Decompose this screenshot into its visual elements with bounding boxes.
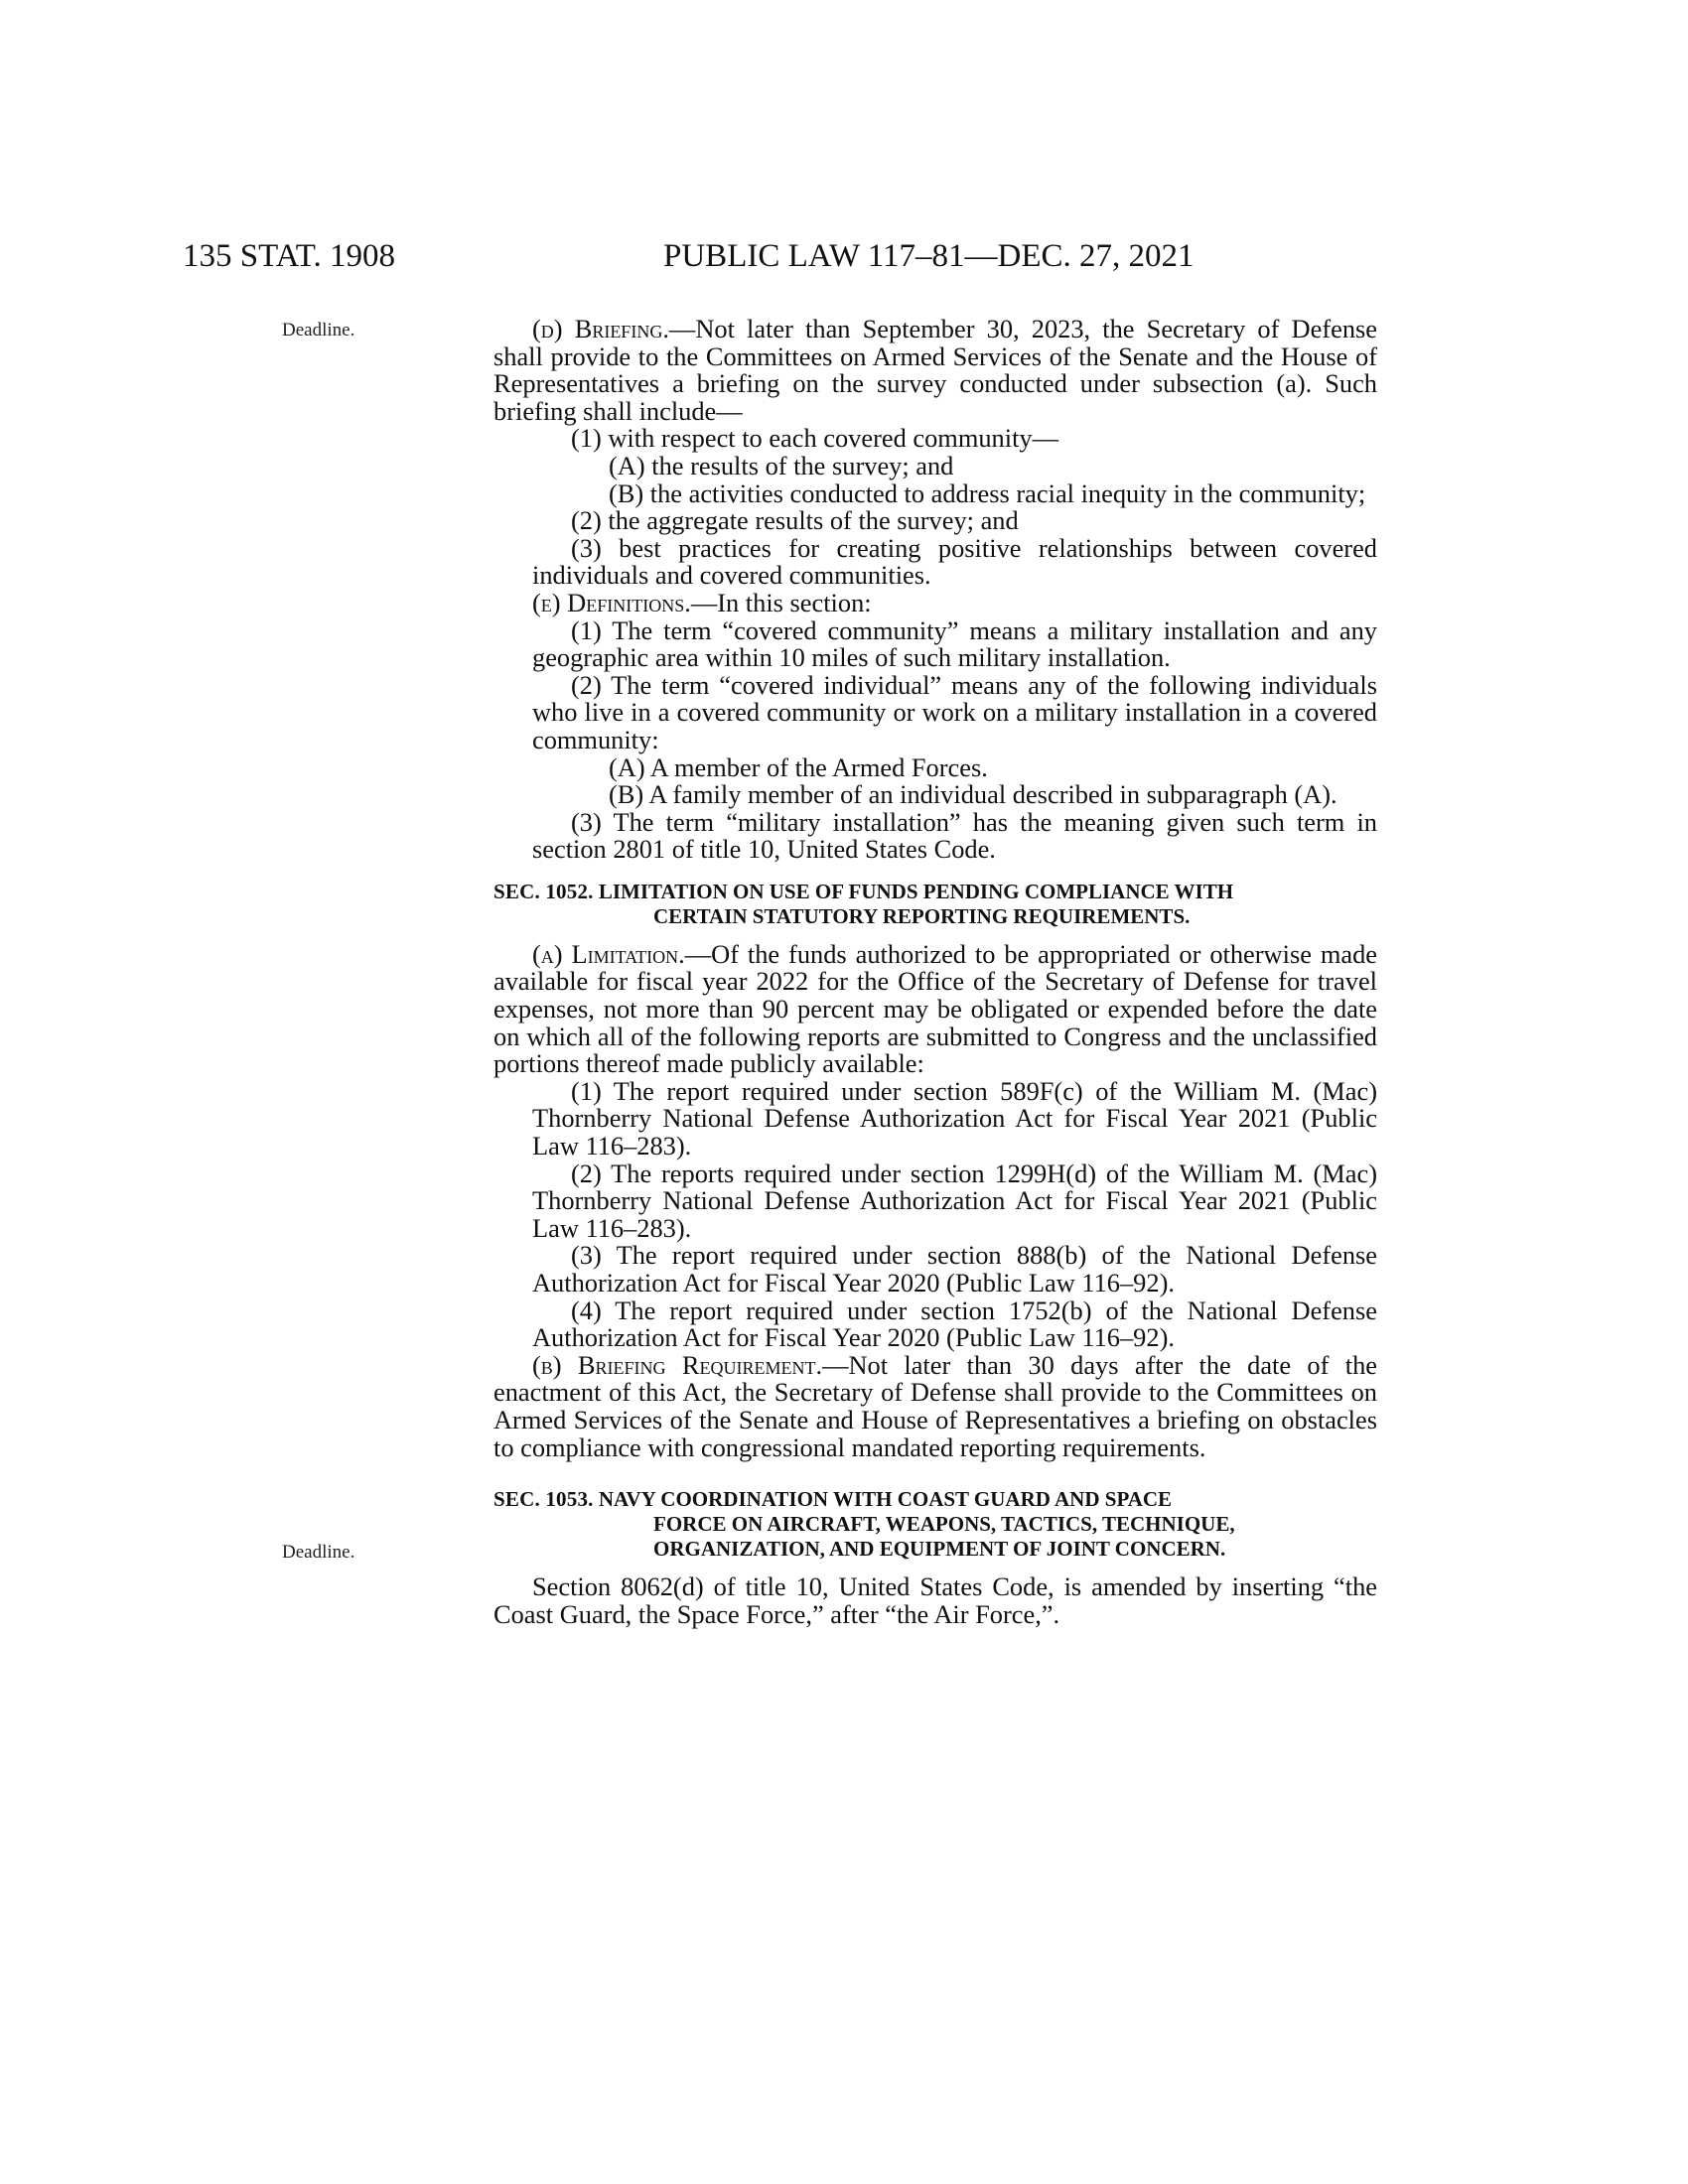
subsection-d bbox=[493, 316, 1377, 425]
subsection-b bbox=[493, 1349, 1377, 1462]
section-title-line: FORCE ON AIRCRAFT, WEAPONS, TACTICS, TECHNIQUE, bbox=[653, 1512, 1235, 1537]
subsection-heading: (b) Briefing Requirement. bbox=[532, 1349, 823, 1380]
section-number: SEC. 1053. bbox=[493, 1487, 594, 1512]
section-title-line: ORGANIZATION, AND EQUIPMENT OF JOINT CONCERN. bbox=[653, 1537, 1226, 1562]
section-title-line: LIMITATION ON USE OF FUNDS PENDING COMPLIANCE WITH bbox=[598, 879, 1234, 903]
section-text: Section 8062(d) of title 10, United States Code, is amended by inserting “the Coast Guard, the Space Force,” after “the Air Force,”. bbox=[493, 1571, 1377, 1629]
paragraph: (1) The term “covered community” means a military installation and any geographic area within 10 miles of such military installation. bbox=[532, 614, 1377, 673]
subsection-heading: (a) Limitation. bbox=[532, 938, 685, 969]
margin-note-deadline: Deadline. bbox=[282, 1542, 355, 1563]
paragraph: (3) The term “military installation” has the meaning given such term in section 2801 of title 10, United States Code. bbox=[532, 806, 1377, 865]
stat-page-number: 135 STAT. 1908 bbox=[183, 238, 396, 274]
section-heading-1052 bbox=[493, 880, 1377, 929]
subsection-a bbox=[493, 938, 1377, 1079]
paragraph: (2) The reports required under section 1299H(d) of the William M. (Mac) Thornberry National Defense Authorization Act for Fiscal Year 2021 (Public Law 116–283). bbox=[532, 1158, 1377, 1243]
paragraph: (3) The report required under section 888(b) of the National Defense Authorization Act for Fiscal Year 2020 (Public Law 116–92). bbox=[532, 1240, 1377, 1297]
section-title-line: NAVY COORDINATION WITH COAST GUARD AND SPACE bbox=[598, 1487, 1173, 1512]
subparagraph: (B) A family member of an individual described in subparagraph (A). bbox=[609, 779, 1337, 810]
subsection-heading: (d) Briefing. bbox=[532, 314, 669, 343]
paragraph: (2) the aggregate results of the survey; and bbox=[571, 505, 1019, 536]
paragraph: (1) with respect to each covered community— bbox=[571, 423, 1058, 454]
section-number: SEC. 1052. bbox=[493, 879, 594, 903]
running-title: PUBLIC LAW 117–81—DEC. 27, 2021 bbox=[663, 238, 1195, 274]
paragraph-text: —Not later than September 30, 2023, the Secretary of Defense shall provide to the Committees on Armed Services of the Senate and the House of Representatives a briefing on the survey conducted under subsection (a). Such briefing shall include— bbox=[493, 314, 1377, 426]
paragraph: (3) best practices for creating positive relationships between covered individuals and covered communities. bbox=[532, 532, 1377, 591]
document-body bbox=[493, 316, 1377, 1628]
subparagraph: (A) A member of the Armed Forces. bbox=[609, 751, 988, 782]
paragraph-text: —Of the funds authorized to be appropriated or otherwise made available for fiscal year 2022 for the Office of the Secretary of Defense for travel expenses, not more than 90 percent may be obligated or expended before the date on which all of the following reports are submitted to Congress and the unclassified portions thereof made publicly available: bbox=[493, 938, 1377, 1079]
subsection-e bbox=[493, 587, 1377, 617]
section-heading-1053 bbox=[493, 1487, 1377, 1562]
paragraph-text: —In this section: bbox=[690, 587, 872, 617]
paragraph: (1) The report required under section 589F(c) of the William M. (Mac) Thornberry National Defense Authorization Act for Fiscal Year 2021 (Public Law 116–283). bbox=[532, 1075, 1377, 1161]
paragraph-text: —Not later than 30 days after the date of the enactment of this Act, the Secretary of Defense shall provide to the Committees on Armed Services of the Senate and House of Representatives a briefing on obstacles to compliance with congressional mandated reporting requirements. bbox=[493, 1349, 1377, 1462]
paragraph: (4) The report required under section 1752(b) of the National Defense Authorization Act for Fiscal Year 2020 (Public Law 116–92). bbox=[532, 1295, 1377, 1353]
subparagraph: (B) the activities conducted to address racial inequity in the community; bbox=[609, 478, 1366, 508]
margin-note-deadline: Deadline. bbox=[282, 320, 355, 341]
section-title-line: CERTAIN STATUTORY REPORTING REQUIREMENTS. bbox=[653, 903, 1191, 928]
paragraph: (2) The term “covered individual” means any of the following individuals who live in a covered community or work on a military installation in a covered community: bbox=[532, 669, 1377, 754]
subparagraph: (A) the results of the survey; and bbox=[609, 450, 954, 480]
page-header bbox=[0, 238, 1688, 288]
subsection-heading: (e) Definitions. bbox=[532, 587, 691, 617]
